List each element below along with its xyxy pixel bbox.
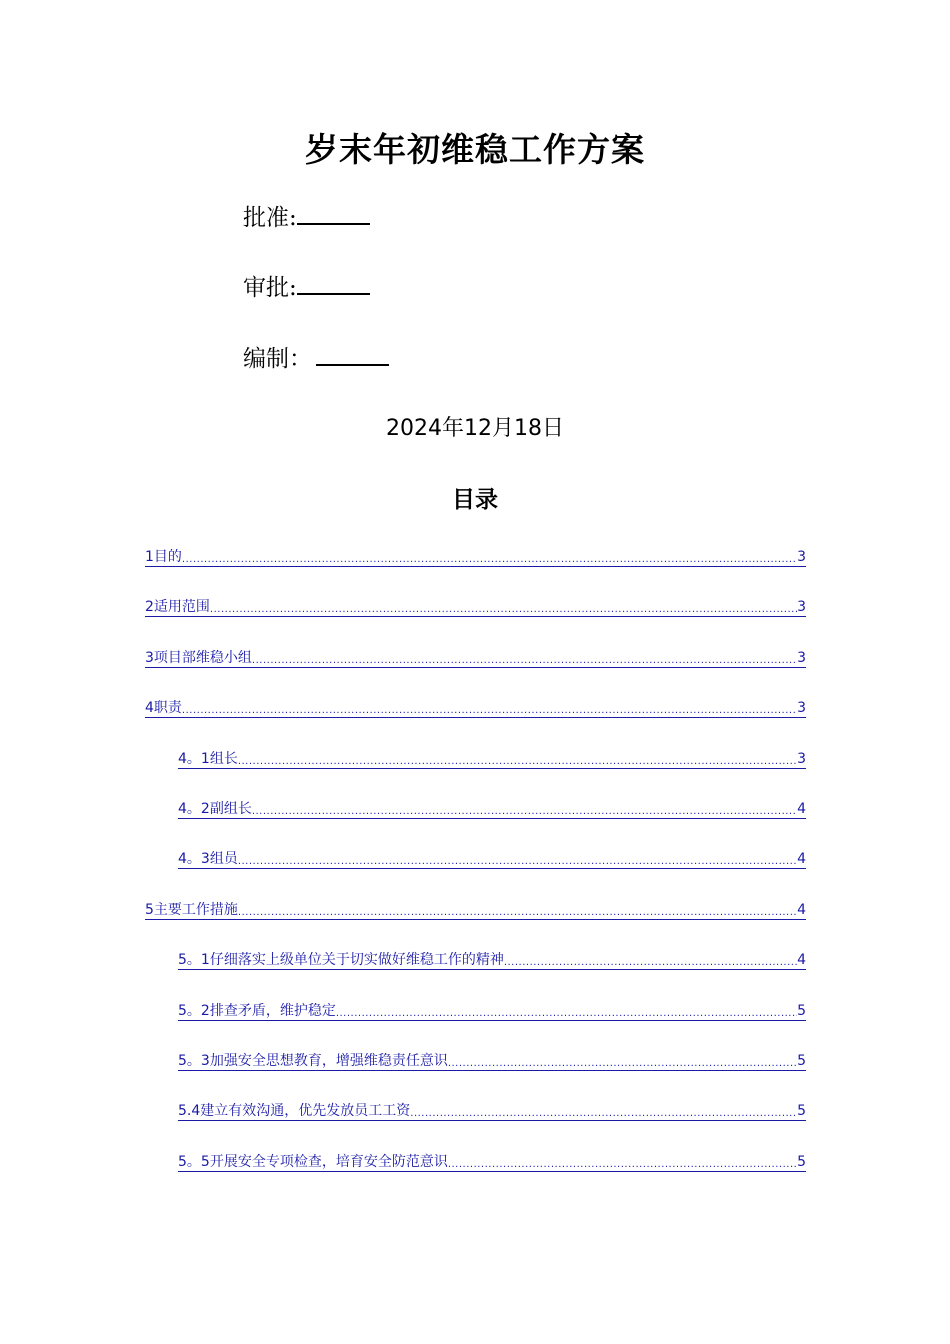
toc-entry-label: 5。2排查矛盾，维护稳定 (178, 1003, 336, 1019)
toc-entry-page: 4 (797, 902, 806, 918)
toc-entry-label: 1目的 (145, 549, 182, 565)
toc-entry-label: 5.4建立有效沟通，优先发放员工工资 (178, 1103, 411, 1119)
toc-entry-label: 4。2副组长 (178, 801, 252, 817)
toc-entry-page: 3 (797, 751, 806, 767)
toc-entry[interactable] (145, 546, 806, 567)
toc-entry-page: 3 (797, 599, 806, 615)
toc-leader-dots (504, 956, 797, 969)
signature-compile-label: 编制： (243, 346, 312, 372)
signature-review-label: 审批: (243, 275, 297, 301)
signature-approve-label: 批准: (243, 205, 297, 231)
toc-leader-dots (210, 603, 797, 616)
toc-entry[interactable] (178, 798, 806, 819)
toc-entry[interactable] (178, 1100, 806, 1121)
toc-entry-label: 3项目部维稳小组 (145, 650, 252, 666)
toc-heading: 目录 (452, 487, 498, 513)
toc-entry-page: 3 (797, 549, 806, 565)
toc-entry-label: 5主要工作措施 (145, 902, 238, 918)
toc-entry[interactable] (178, 748, 806, 769)
toc-entry[interactable] (178, 949, 806, 970)
toc-entry-page: 5 (797, 1053, 806, 1069)
toc-entry[interactable] (145, 899, 806, 920)
toc-entry-label: 5。3加强安全思想教育，增强维稳责任意识 (178, 1053, 448, 1069)
toc-entry-page: 4 (797, 952, 806, 968)
toc-leader-dots (448, 1158, 797, 1171)
signature-compile (243, 344, 389, 374)
toc-entry-label: 4职责 (145, 700, 182, 716)
toc-entry-label: 5。5开展安全专项检查，培育安全防范意识 (178, 1154, 448, 1170)
toc-entry[interactable] (178, 1000, 806, 1021)
toc-entry-page: 3 (797, 650, 806, 666)
toc-entry[interactable] (145, 697, 806, 718)
toc-entry[interactable] (178, 1151, 806, 1172)
toc-leader-dots (238, 755, 797, 768)
toc-entry[interactable] (145, 596, 806, 617)
toc-leader-dots (238, 855, 797, 868)
toc-entry[interactable] (145, 647, 806, 668)
toc-leader-dots (252, 805, 797, 818)
toc-entry-page: 5 (797, 1154, 806, 1170)
toc-entry-page: 5 (797, 1003, 806, 1019)
toc-leader-dots (182, 553, 797, 566)
toc-entry-label: 4。1组长 (178, 751, 238, 767)
signature-approve (243, 203, 370, 233)
toc-entry-page: 4 (797, 851, 806, 867)
signature-approve-blank (297, 203, 370, 225)
signature-compile-blank (316, 344, 389, 366)
toc-entry-label: 5。1仔细落实上级单位关于切实做好维稳工作的精神 (178, 952, 504, 968)
toc-entry[interactable] (178, 1050, 806, 1071)
toc-entry-label: 4。3组员 (178, 851, 238, 867)
toc-leader-dots (336, 1007, 797, 1020)
toc-entry-page: 4 (797, 801, 806, 817)
document-title: 岁末年初维稳工作方案 (305, 130, 645, 169)
toc-leader-dots (448, 1057, 797, 1070)
toc-leader-dots (182, 704, 797, 717)
signature-review (243, 273, 370, 303)
signature-review-blank (297, 273, 370, 295)
toc-entry-label: 2适用范围 (145, 599, 210, 615)
toc-leader-dots (252, 654, 797, 667)
toc-entry[interactable] (178, 848, 806, 869)
toc-entry-page: 3 (797, 700, 806, 716)
toc-entry-page: 5 (797, 1103, 806, 1119)
toc-leader-dots (238, 906, 797, 919)
toc-leader-dots (410, 1107, 797, 1120)
document-date: 2024年12月18日 (386, 416, 564, 441)
